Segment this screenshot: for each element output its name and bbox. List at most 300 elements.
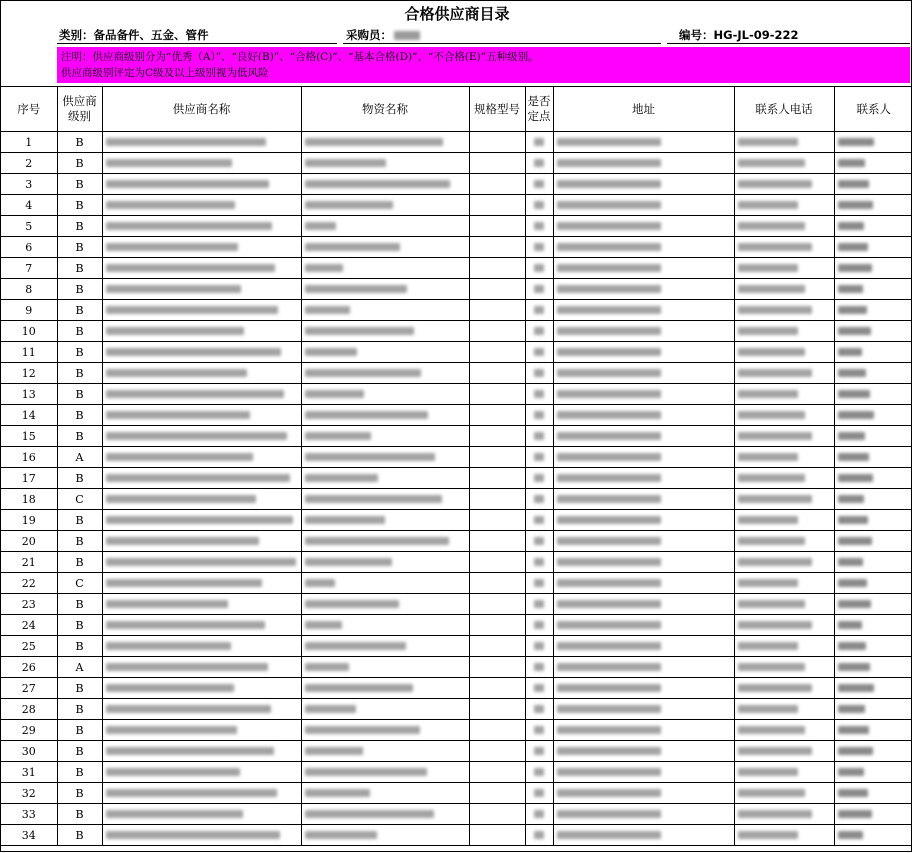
table-row [1,699,912,720]
supplier-table [1,86,912,846]
redacted-text [106,663,268,671]
redacted-text [305,600,399,608]
contact-person-cell [834,510,912,531]
supplier-grade-cell: B [57,510,102,531]
redacted-text [106,369,247,377]
supplier-grade-cell: B [57,279,102,300]
material-name-cell [301,279,469,300]
redacted-text [305,768,427,776]
redacted-text [305,453,435,461]
buyer-label: 采购员： [346,28,392,42]
designated-cell [525,489,553,510]
serial-number-cell: 25 [1,636,57,657]
material-name-cell [301,636,469,657]
spec-cell [469,174,525,195]
supplier-name-cell [102,384,301,405]
supplier-name-cell [102,657,301,678]
table-row [1,741,912,762]
designated-cell [525,804,553,825]
supplier-name-cell [102,720,301,741]
designated-cell [525,825,553,846]
redacted-text [106,453,253,461]
redacted-text [305,306,350,314]
table-row [1,594,912,615]
serial-number-cell: 32 [1,783,57,804]
redacted-text [557,537,661,545]
redacted-text [106,159,232,167]
contact-phone-cell [734,594,834,615]
redacted-text [838,684,874,692]
redacted-text [534,495,544,503]
address-cell [553,300,734,321]
spec-cell [469,636,525,657]
redacted-text [106,642,231,650]
table-row [1,237,912,258]
redacted-text [534,306,544,314]
buyer-field [346,27,420,43]
designated-cell [525,615,553,636]
redacted-text [305,390,364,398]
redacted-text [305,285,407,293]
supplier-name-cell [102,510,301,531]
designated-cell [525,510,553,531]
redacted-text [838,579,867,587]
redacted-text [305,642,406,650]
table-row [1,552,912,573]
material-name-cell [301,552,469,573]
table-row [1,489,912,510]
supplier-name-cell [102,699,301,720]
contact-person-cell [834,573,912,594]
redacted-text [838,327,871,335]
redacted-text [106,621,265,629]
redacted-text [534,831,544,839]
address-cell [553,741,734,762]
spec-cell [469,195,525,216]
redacted-text [738,453,798,461]
redacted-text [838,264,872,272]
address-cell [553,657,734,678]
supplier-grade-cell: B [57,762,102,783]
redacted-text [838,243,868,251]
material-name-cell [301,510,469,531]
redacted-text [106,495,256,503]
redacted-text [305,747,363,755]
material-name-cell [301,384,469,405]
supplier-name-cell [102,216,301,237]
designated-cell [525,237,553,258]
supplier-grade-cell: B [57,615,102,636]
redacted-text [305,726,420,734]
address-cell [553,594,734,615]
redacted-text [534,243,544,251]
col-header-contact-phone: 联系人电话 [734,87,834,132]
redacted-text [738,684,812,692]
serial-number-cell: 8 [1,279,57,300]
redacted-text [738,201,798,209]
supplier-name-cell [102,363,301,384]
serial-number-cell: 11 [1,342,57,363]
contact-phone-cell [734,489,834,510]
redacted-text [305,327,414,335]
redacted-text [106,558,296,566]
redacted-text [838,663,870,671]
supplier-grade-cell: B [57,825,102,846]
designated-cell [525,468,553,489]
redacted-text [738,348,805,356]
supplier-grade-cell: B [57,531,102,552]
redacted-text [305,663,349,671]
address-cell [553,615,734,636]
supplier-name-cell [102,615,301,636]
serial-number-cell: 33 [1,804,57,825]
meta-underline [57,43,337,44]
redacted-text [557,789,661,797]
spec-cell [469,405,525,426]
redacted-text [557,663,661,671]
redacted-text [106,201,235,209]
contact-person-cell [834,552,912,573]
contact-phone-cell [734,174,834,195]
spec-cell [469,342,525,363]
redacted-text [305,432,371,440]
redacted-text [534,222,544,230]
redacted-text [557,348,661,356]
address-cell [553,447,734,468]
contact-person-cell [834,699,912,720]
designated-cell [525,342,553,363]
material-name-cell [301,405,469,426]
col-header-address: 地址 [553,87,734,132]
contact-phone-cell [734,195,834,216]
redacted-text [534,642,544,650]
redacted-text [106,243,238,251]
designated-cell [525,636,553,657]
spec-cell [469,447,525,468]
redacted-text [534,138,544,146]
contact-phone-cell [734,825,834,846]
supplier-name-cell [102,279,301,300]
material-name-cell [301,741,469,762]
redacted-text [557,159,661,167]
redacted-text [106,285,241,293]
redacted-text [557,390,661,398]
redacted-text [534,369,544,377]
spec-cell [469,363,525,384]
designated-cell [525,657,553,678]
note-line-1: 注明：供应商级别分为“优秀（A）”、“良好(B)”、“合格(C)”、“基本合格(D)”、“不合格(E)”五种级别。 [61,51,539,63]
address-cell [553,573,734,594]
redacted-text [838,537,872,545]
redacted-text [106,537,259,545]
serial-number-cell: 16 [1,447,57,468]
serial-number-cell: 3 [1,174,57,195]
serial-number-cell: 17 [1,468,57,489]
redacted-text [305,684,413,692]
address-cell [553,237,734,258]
address-cell [553,363,734,384]
document-title: 合格供应商目录 [404,5,510,23]
spec-cell [469,468,525,489]
supplier-grade-cell: A [57,657,102,678]
redacted-text [305,516,385,524]
designated-cell [525,195,553,216]
redacted-text [557,831,661,839]
redacted-text [557,180,661,188]
redacted-text [534,285,544,293]
redacted-text [305,264,343,272]
serial-number-cell: 27 [1,678,57,699]
contact-person-cell [834,783,912,804]
redacted-text [106,810,243,818]
supplier-grade-cell: C [57,573,102,594]
redacted-text [557,705,661,713]
supplier-name-cell [102,342,301,363]
designated-cell [525,384,553,405]
table-header-row [1,87,912,132]
supplier-name-cell [102,531,301,552]
redacted-text [106,138,266,146]
address-cell [553,405,734,426]
spec-cell [469,258,525,279]
material-name-cell [301,258,469,279]
redacted-text [106,348,281,356]
redacted-text [534,453,544,461]
spec-cell [469,300,525,321]
redacted-text [106,768,240,776]
supplier-grade-cell: C [57,489,102,510]
redacted-text [557,306,661,314]
contact-phone-cell [734,552,834,573]
redacted-text [738,537,805,545]
redacted-text [838,768,864,776]
supplier-name-cell [102,489,301,510]
material-name-cell [301,216,469,237]
supplier-grade-cell: B [57,552,102,573]
address-cell [553,384,734,405]
material-name-cell [301,132,469,153]
redacted-text [534,705,544,713]
redacted-text [534,768,544,776]
redacted-text [738,180,812,188]
serial-number-cell: 9 [1,300,57,321]
redacted-text [534,516,544,524]
redacted-text [557,726,661,734]
redacted-text [738,642,798,650]
redacted-text [305,558,392,566]
spec-cell [469,741,525,762]
designated-cell [525,153,553,174]
serial-number-cell: 31 [1,762,57,783]
contact-person-cell [834,153,912,174]
redacted-text [534,390,544,398]
redacted-text [738,789,805,797]
serial-number-cell: 19 [1,510,57,531]
redacted-text [838,810,872,818]
redacted-text [534,621,544,629]
redacted-text [838,726,869,734]
material-name-cell [301,615,469,636]
designated-cell [525,552,553,573]
contact-phone-cell [734,321,834,342]
address-cell [553,720,734,741]
redacted-text [106,264,275,272]
redacted-text [838,705,865,713]
redacted-text [838,306,867,314]
material-name-cell [301,321,469,342]
redacted-text [738,516,798,524]
redacted-text [738,243,812,251]
supplier-grade-cell: B [57,783,102,804]
redacted-text [305,474,378,482]
redacted-text [106,474,290,482]
redacted-text [738,600,805,608]
redacted-text [534,264,544,272]
serial-number-cell: 7 [1,258,57,279]
designated-cell [525,720,553,741]
supplier-grade-cell: B [57,384,102,405]
supplier-grade-cell: B [57,426,102,447]
table-row [1,363,912,384]
note-line-2: 供应商级别评定为C级及以上级别视为低风险 [61,67,269,79]
redacted-text [838,138,874,146]
material-name-cell [301,531,469,552]
supplier-name-cell [102,636,301,657]
designated-cell [525,258,553,279]
supplier-grade-cell: B [57,363,102,384]
table-row [1,384,912,405]
supplier-name-cell [102,426,301,447]
supplier-grade-cell: B [57,699,102,720]
contact-person-cell [834,615,912,636]
contact-person-cell [834,804,912,825]
material-name-cell [301,195,469,216]
redacted-text [838,159,865,167]
material-name-cell [301,825,469,846]
serial-number-cell: 30 [1,741,57,762]
designated-cell [525,426,553,447]
redacted-text [106,180,269,188]
spec-cell [469,594,525,615]
redacted-text [838,642,866,650]
redacted-text [106,390,284,398]
material-name-cell [301,468,469,489]
address-cell [553,132,734,153]
serial-number-cell: 1 [1,132,57,153]
contact-phone-cell [734,741,834,762]
supplier-grade-cell: B [57,132,102,153]
document-number: 编号：HG-JL-09-222 [679,28,799,42]
contact-phone-cell [734,783,834,804]
spec-cell [469,678,525,699]
address-cell [553,510,734,531]
meta-underline [667,43,910,44]
redacted-text [738,390,798,398]
contact-phone-cell [734,300,834,321]
redacted-text [557,579,661,587]
contact-person-cell [834,195,912,216]
redacted-text [106,789,277,797]
contact-phone-cell [734,405,834,426]
redacted-text [838,390,870,398]
contact-phone-cell [734,615,834,636]
table-row [1,615,912,636]
material-name-cell [301,489,469,510]
spec-cell [469,552,525,573]
contact-phone-cell [734,279,834,300]
address-cell [553,216,734,237]
material-name-cell [301,174,469,195]
spec-cell [469,237,525,258]
redacted-text [738,705,798,713]
redacted-text [738,285,805,293]
material-name-cell [301,300,469,321]
redacted-text [534,411,544,419]
table-row [1,279,912,300]
serial-number-cell: 23 [1,594,57,615]
redacted-text [838,348,862,356]
redacted-text [738,579,798,587]
redacted-text [305,243,400,251]
address-cell [553,153,734,174]
material-name-cell [301,720,469,741]
contact-person-cell [834,216,912,237]
serial-number-cell: 22 [1,573,57,594]
redacted-text [534,159,544,167]
redacted-text [557,327,661,335]
contact-person-cell [834,342,912,363]
material-name-cell [301,804,469,825]
material-name-cell [301,678,469,699]
contact-phone-cell [734,804,834,825]
table-row [1,678,912,699]
redacted-text [557,222,661,230]
address-cell [553,258,734,279]
redacted-text [738,495,812,503]
supplier-name-cell [102,132,301,153]
designated-cell [525,321,553,342]
redacted-text [838,474,873,482]
contact-phone-cell [734,636,834,657]
redacted-text [838,789,868,797]
supplier-name-cell [102,321,301,342]
redacted-text [534,684,544,692]
contact-person-cell [834,762,912,783]
material-name-cell [301,363,469,384]
redacted-text [534,663,544,671]
contact-phone-cell [734,447,834,468]
serial-number-cell: 18 [1,489,57,510]
meta-underline [343,43,661,44]
supplier-name-cell [102,825,301,846]
redacted-text [305,201,393,209]
spec-cell [469,804,525,825]
contact-phone-cell [734,132,834,153]
redacted-text [738,726,805,734]
designated-cell [525,594,553,615]
contact-phone-cell [734,468,834,489]
designated-cell [525,405,553,426]
redacted-text [838,453,869,461]
designated-cell [525,447,553,468]
spec-cell [469,216,525,237]
table-row [1,573,912,594]
address-cell [553,636,734,657]
redacted-text [738,474,805,482]
spec-cell [469,531,525,552]
serial-number-cell: 13 [1,384,57,405]
supplier-name-cell [102,237,301,258]
